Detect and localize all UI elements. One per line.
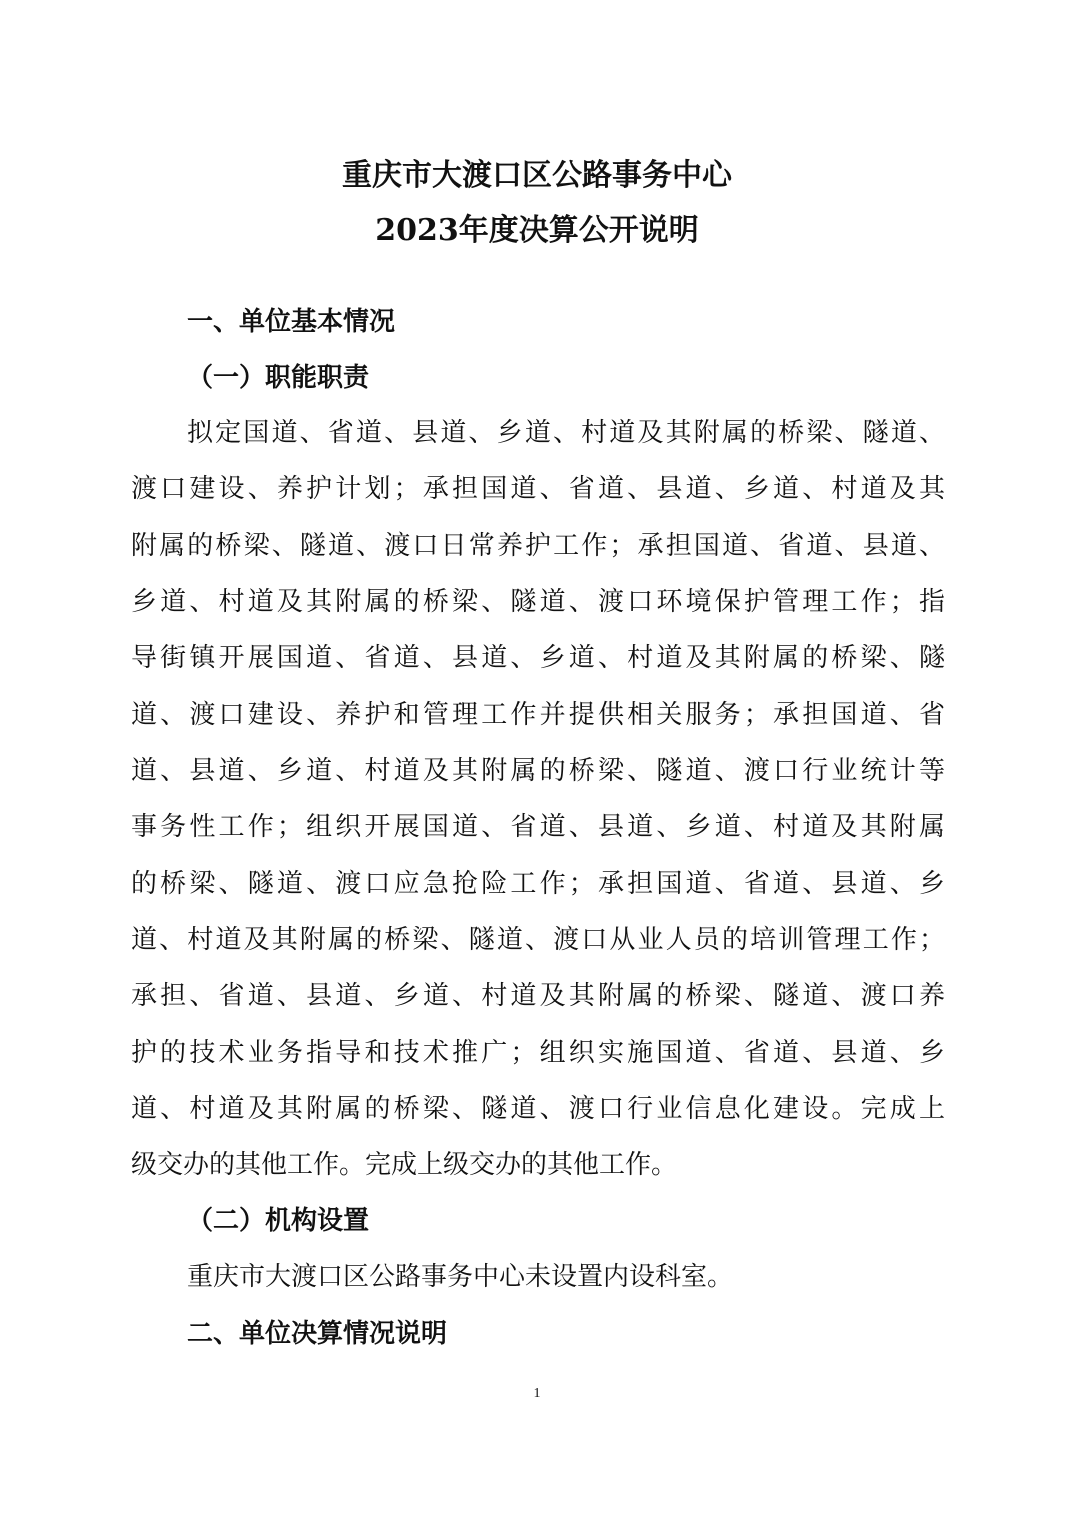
paragraph-line: 渡口建设、养护计划；承担国道、省道、县道、乡道、村道及其 bbox=[131, 474, 945, 504]
paragraph-line: 附属的桥梁、隧道、渡口日常养护工作；承担国道、省道、县道、 bbox=[131, 531, 945, 561]
paragraph-line: 道、村道及其附属的桥梁、隧道、渡口从业人员的培训管理工作； bbox=[131, 925, 945, 955]
organization-text: 重庆市大渡口区公路事务中心未设置内设科室。 bbox=[187, 1262, 734, 1292]
paragraph-line: 乡道、村道及其附属的桥梁、隧道、渡口环境保护管理工作；指 bbox=[131, 587, 945, 617]
subsection-heading-functions: （一）职能职责 bbox=[187, 363, 370, 393]
paragraph-line: 道、县道、乡道、村道及其附属的桥梁、隧道、渡口行业统计等 bbox=[131, 756, 945, 786]
document-title: 重庆市大渡口区公路事务中心 bbox=[342, 158, 732, 193]
paragraph-line: 事务性工作；组织开展国道、省道、县道、乡道、村道及其附属 bbox=[131, 812, 945, 842]
subsection-heading-organization: （二）机构设置 bbox=[187, 1206, 370, 1236]
section-heading-final-accounts: 二、单位决算情况说明 bbox=[187, 1319, 448, 1349]
paragraph-line: 道、渡口建设、养护和管理工作并提供相关服务；承担国道、省 bbox=[131, 700, 945, 730]
page-number: 1 bbox=[533, 1386, 541, 1401]
paragraph-line: 级交办的其他工作。完成上级交办的其他工作。 bbox=[131, 1150, 678, 1180]
paragraph-line: 承担、省道、县道、乡道、村道及其附属的桥梁、隧道、渡口养 bbox=[131, 981, 945, 1011]
paragraph-line: 导街镇开展国道、省道、县道、乡道、村道及其附属的桥梁、隧 bbox=[131, 643, 945, 673]
document-subtitle: 2023年度决算公开说明 bbox=[375, 213, 699, 248]
paragraph-line: 道、村道及其附属的桥梁、隧道、渡口行业信息化建设。完成上 bbox=[131, 1094, 945, 1124]
paragraph-line: 护的技术业务指导和技术推广；组织实施国道、省道、县道、乡 bbox=[131, 1038, 945, 1068]
section-heading-basic-info: 一、单位基本情况 bbox=[187, 307, 396, 337]
paragraph-line: 拟定国道、省道、县道、乡道、村道及其附属的桥梁、隧道、 bbox=[187, 418, 945, 448]
paragraph-line: 的桥梁、隧道、渡口应急抢险工作；承担国道、省道、县道、乡 bbox=[131, 869, 945, 899]
